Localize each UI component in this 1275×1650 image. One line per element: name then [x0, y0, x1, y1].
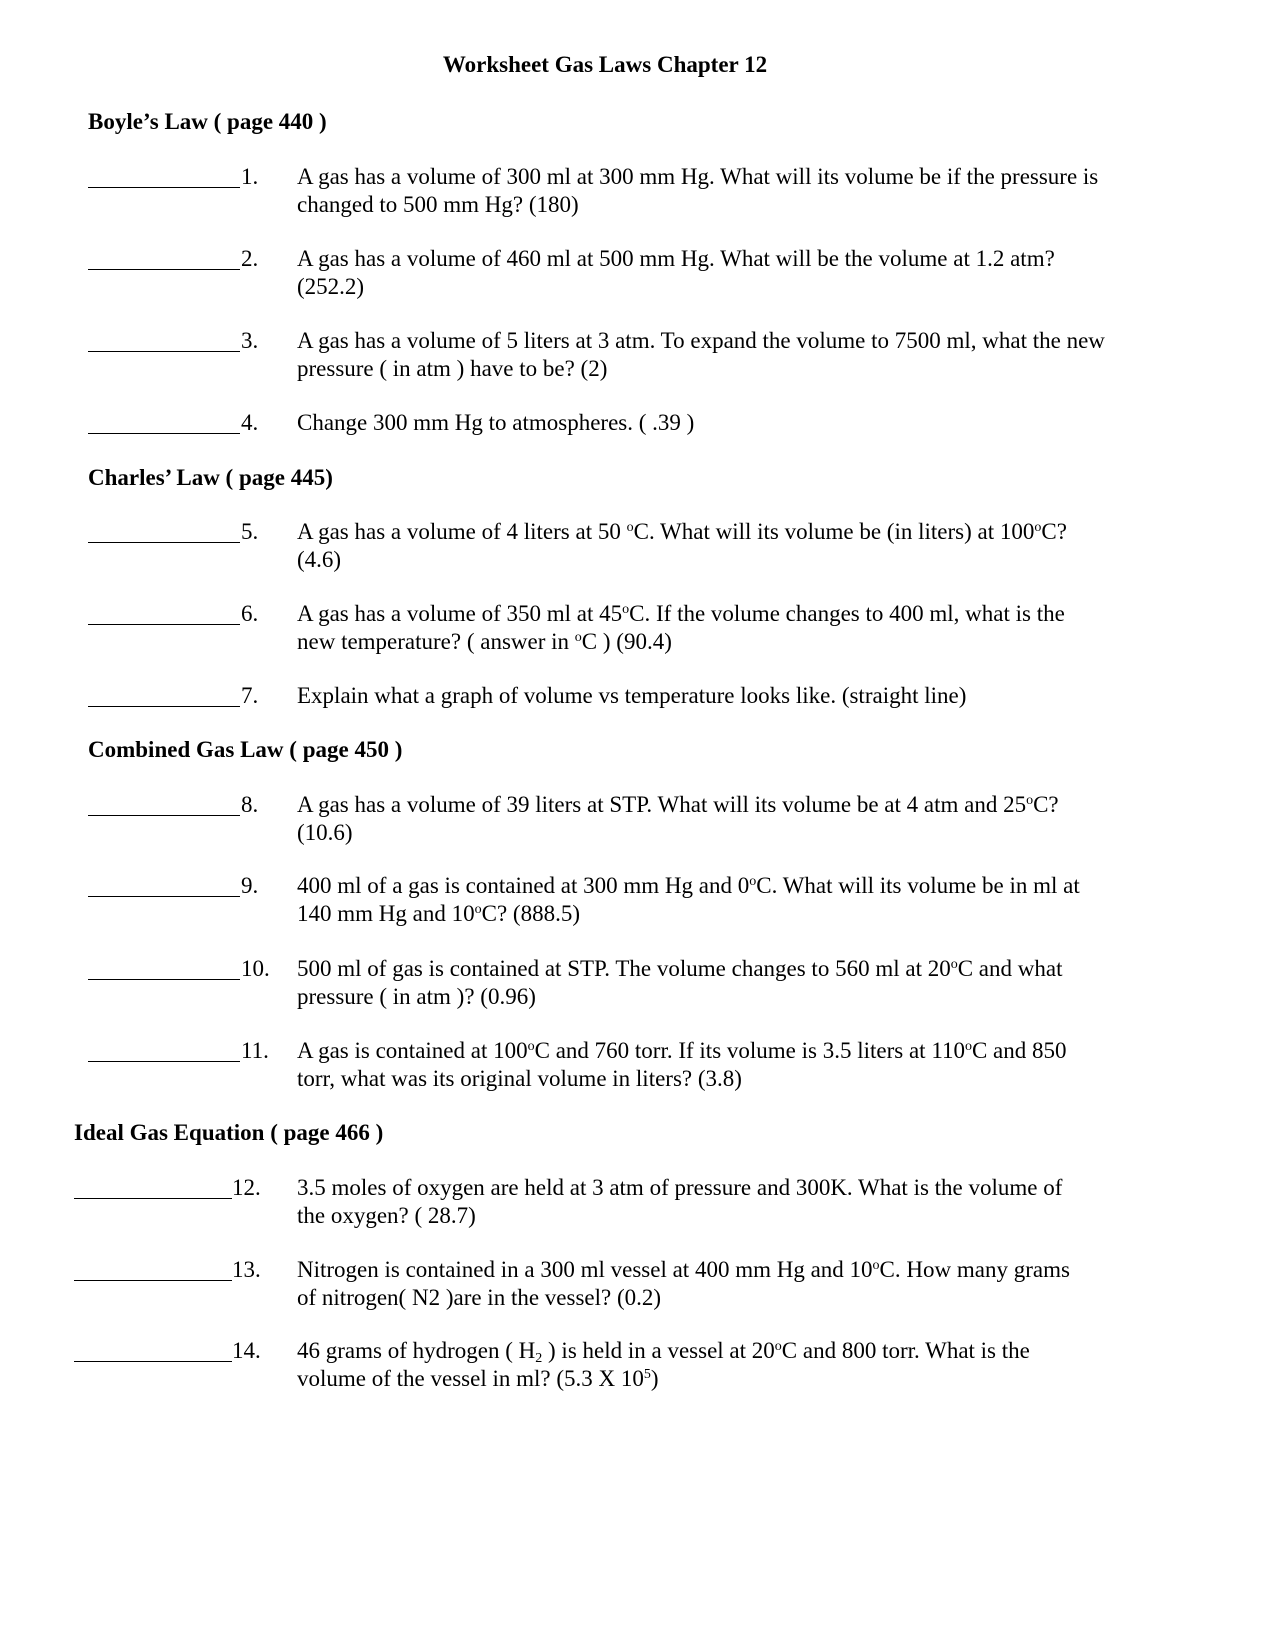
- answer-blank: [88, 409, 240, 434]
- question-text: A gas has a volume of 300 ml at 300 mm Hg. What will its volume be if the pressure is changed to 500 mm Hg? (180): [297, 164, 1099, 217]
- question-number: 12.: [232, 1175, 261, 1200]
- answer-blank: [88, 245, 240, 270]
- question-number: 13.: [232, 1257, 261, 1282]
- question-text: A gas has a volume of 39 liters at STP. What will its volume be at 4 atm and 25$^o$C? (10.6): [297, 792, 1059, 845]
- question-text: Explain what a graph of volume vs temperature looks like. (straight line): [297, 683, 967, 708]
- question-7: [88, 682, 1108, 710]
- question-9: [88, 872, 1108, 928]
- section-heading-boyles-law: Boyle’s Law ( page 440 ): [88, 109, 327, 134]
- question-text: A gas is contained at 100$^o$C and 760 torr. If its volume is 3.5 liters at 110$^o$C and 850 torr, what was its original volume in liters? (3.8): [297, 1038, 1067, 1091]
- question-text: A gas has a volume of 5 liters at 3 atm. To expand the volume to 7500 ml, what the new pressure ( in atm ) have to be? (2): [297, 328, 1105, 381]
- question-text: A gas has a volume of 4 liters at 50 $^o$C. What will its volume be (in liters) at 100$^o$C? (4.6): [297, 519, 1067, 572]
- question-text: A gas has a volume of 350 ml at 45$^o$C. If the volume changes to 400 ml, what is the new temperature? ( answer in $^o$C ) (90.4): [297, 601, 1065, 654]
- answer-blank: [88, 872, 240, 897]
- section-heading-charles-law: Charles’ Law ( page 445): [88, 465, 333, 490]
- question-number: 9.: [241, 873, 259, 898]
- answer-blank: [88, 682, 240, 707]
- section-heading-ideal-gas-equation: Ideal Gas Equation ( page 466 ): [74, 1120, 384, 1145]
- question-text: Change 300 mm Hg to atmospheres. ( .39 ): [297, 410, 695, 435]
- question-4: [88, 409, 1108, 437]
- question-number: 1.: [241, 164, 259, 189]
- question-text: 46 grams of hydrogen ( $H_2$ ) is held in a vessel at 20$^o$C and 800 torr. What is the volume of the vessel in ml? (5.3 X $10^5$): [297, 1338, 1030, 1391]
- answer-blank: [74, 1174, 232, 1199]
- question-number: 5.: [241, 519, 259, 544]
- question-11: [88, 1037, 1108, 1093]
- question-1: [88, 163, 1108, 219]
- answer-blank: [88, 600, 240, 625]
- question-text: Nitrogen is contained in a 300 ml vessel at 400 mm Hg and 10$^o$C. How many grams of nitrogen( N2 )are in the vessel? (0.2): [297, 1257, 1070, 1310]
- question-number: 10.: [241, 956, 270, 981]
- question-number: 14.: [232, 1338, 261, 1363]
- question-number: 7.: [241, 683, 259, 708]
- answer-blank: [88, 163, 240, 188]
- question-number: 8.: [241, 792, 259, 817]
- page-title: Worksheet Gas Laws Chapter 12: [442, 52, 768, 77]
- question-10: [88, 955, 1108, 1011]
- question-text: 400 ml of a gas is contained at 300 mm Hg and 0$^o$C. What will its volume be in ml at 140 mm Hg and 10$^o$C? (888.5): [297, 873, 1080, 926]
- answer-blank: [88, 791, 240, 816]
- question-number: 3.: [241, 328, 259, 353]
- answer-blank: [74, 1337, 232, 1362]
- answer-blank: [74, 1256, 232, 1281]
- answer-blank: [88, 327, 240, 352]
- question-2: [88, 245, 1108, 301]
- question-5: [88, 518, 1108, 574]
- question-number: 2.: [241, 246, 259, 271]
- question-13: [74, 1256, 1094, 1312]
- question-3: [88, 327, 1108, 383]
- question-14: [74, 1337, 1094, 1393]
- answer-blank: [88, 955, 240, 980]
- question-8: [88, 791, 1108, 847]
- answer-blank: [88, 1037, 240, 1062]
- section-heading-combined-gas-law: Combined Gas Law ( page 450 ): [88, 737, 403, 762]
- answer-blank: [88, 518, 240, 543]
- question-text: 3.5 moles of oxygen are held at 3 atm of pressure and 300K. What is the volume of the oxygen? ( 28.7): [297, 1175, 1063, 1228]
- question-text: A gas has a volume of 460 ml at 500 mm Hg. What will be the volume at 1.2 atm? (252.2): [297, 246, 1055, 299]
- question-number: 4.: [241, 410, 259, 435]
- question-6: [88, 600, 1108, 656]
- question-number: 11.: [241, 1038, 269, 1063]
- question-text: 500 ml of gas is contained at STP. The volume changes to 560 ml at 20$^o$C and what pressure ( in atm )? (0.96): [297, 956, 1063, 1009]
- question-number: 6.: [241, 601, 259, 626]
- question-12: [74, 1174, 1094, 1230]
